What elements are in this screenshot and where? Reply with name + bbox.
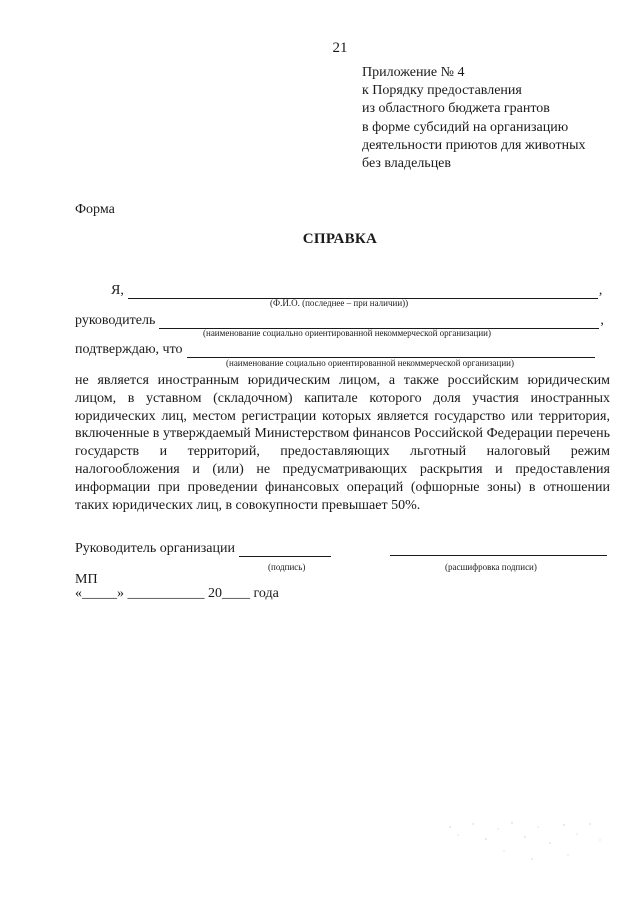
head-comma: , xyxy=(600,313,604,328)
signature-hint: (подпись) xyxy=(268,562,306,572)
appendix-block xyxy=(362,64,586,173)
stamp-label: МП xyxy=(75,572,98,587)
fio-row xyxy=(111,283,602,299)
head-org-label: Руководитель организации xyxy=(75,541,235,556)
fio-hint: (Ф.И.О. (последнее – при наличии)) xyxy=(270,298,409,308)
head-row xyxy=(75,313,604,329)
confirm-label: подтверждаю, что xyxy=(75,342,183,357)
head-label: руководитель xyxy=(75,313,156,328)
decoding-field-line[interactable] xyxy=(390,555,607,556)
body-paragraph: не является иностранным юридическим лицом, а также российским юридическим лицом, в уставном (складочном) капитале которого доля участия иностранных юридических лиц, местом регистрации которых является государство или территория, включенные в утверждаемый Министерством финансов Российской Федерации перечень государств и территорий, предоставляющих льготный налоговый режим налогообложения и (или) не предусматривающих раскрытия и предоставления информации при проведении финансовых операций (офшорные зоны) в отношении таких юридических лиц, в совокупности превышает 50%. xyxy=(75,373,610,513)
org-hint-2: (наименование социально ориентированной некоммерческой организации) xyxy=(226,358,514,368)
head-org-field-line[interactable] xyxy=(159,314,599,329)
decoding-hint: (расшифровка подписи) xyxy=(445,562,537,572)
confirm-org-field-line[interactable] xyxy=(187,343,595,358)
signature-field-line[interactable] xyxy=(239,542,331,557)
confirm-row xyxy=(75,342,595,358)
scan-specks xyxy=(440,815,610,875)
org-hint-1: (наименование социально ориентированной некоммерческой организации) xyxy=(203,328,491,338)
signature-row xyxy=(75,541,331,557)
appendix-line: к Порядку предоставления xyxy=(362,83,522,99)
appendix-line: в форме субсидий на организацию xyxy=(362,119,569,135)
page-number: 21 xyxy=(332,40,348,56)
date-line[interactable]: «_____» ___________ 20____ года xyxy=(75,586,279,601)
i-label: Я, xyxy=(111,283,124,298)
fio-comma: , xyxy=(598,283,603,298)
appendix-line: деятельности приютов для животных xyxy=(362,137,586,153)
form-label: Форма xyxy=(75,202,115,217)
fio-field-line[interactable] xyxy=(128,284,598,299)
appendix-line: без владельцев xyxy=(362,156,452,172)
appendix-line: Приложение № 4 xyxy=(362,65,465,80)
appendix-line: из областного бюджета грантов xyxy=(362,101,550,117)
document-title: СПРАВКА xyxy=(302,231,378,247)
